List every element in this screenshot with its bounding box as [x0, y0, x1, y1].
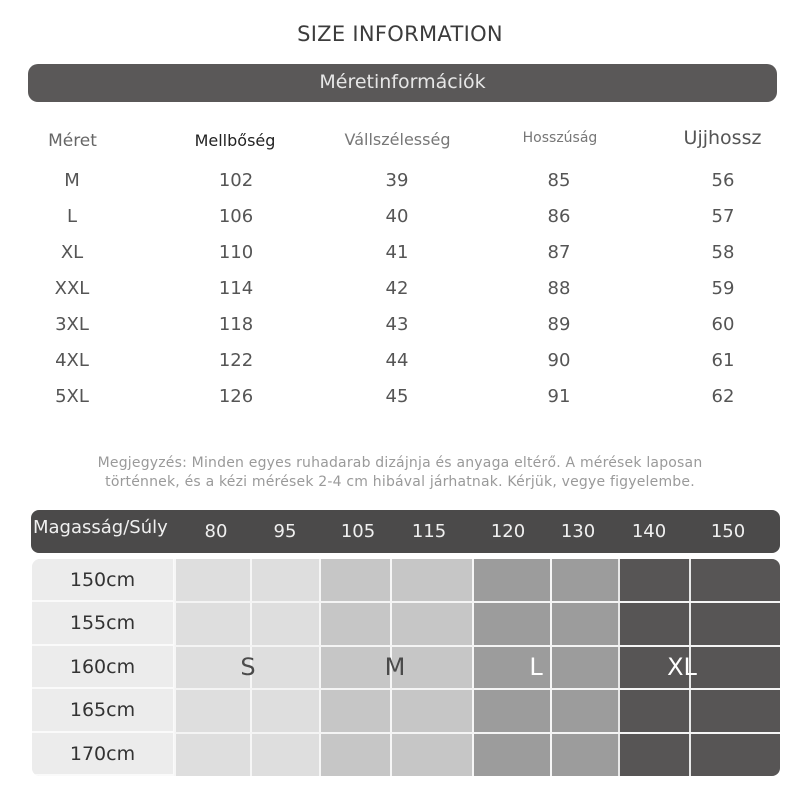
weight-label: 150 [710, 521, 746, 542]
size-cell: 5XL [55, 386, 89, 407]
measurement-cell: 106 [218, 206, 254, 227]
measurement-cell: 41 [385, 242, 409, 263]
height-label: 170cm [32, 733, 175, 776]
header-mellboseg: Mellbőség [194, 131, 276, 150]
size-zone-label: S [240, 652, 256, 681]
note-line-2: történnek, és a kézi mérések 2-4 cm hibával járhatnak. Kérjük, vegye figyelembe. [105, 474, 695, 490]
size-cell: XXL [54, 278, 90, 299]
size-chart-grid [32, 559, 780, 776]
height-weight-label: Magasság/Súly [33, 517, 168, 538]
grid-divider [175, 601, 780, 603]
grid-divider [618, 559, 620, 776]
note-line-1: Megjegyzés: Minden egyes ruhadarab dizájnja és anyaga eltérő. A mérések laposan [97, 455, 703, 471]
height-label: 155cm [32, 602, 175, 645]
measurement-cell: 59 [711, 278, 735, 299]
height-weight-header [31, 510, 780, 553]
grid-divider [174, 559, 176, 776]
height-label: 165cm [32, 689, 175, 732]
measurement-cell: 57 [711, 206, 735, 227]
measurement-cell: 89 [547, 314, 571, 335]
measurement-cell: 110 [218, 242, 254, 263]
measurement-cell: 91 [547, 386, 571, 407]
weight-label: 80 [204, 521, 228, 542]
measurement-cell: 90 [547, 350, 571, 371]
measurement-cell: 62 [711, 386, 735, 407]
measurement-cell: 40 [385, 206, 409, 227]
measurement-cell: 60 [711, 314, 735, 335]
measurement-cell: 86 [547, 206, 571, 227]
measurement-cell: 88 [547, 278, 571, 299]
size-cell: XL [60, 242, 84, 263]
weight-label: 105 [340, 521, 376, 542]
header-hosszusag: Hosszúság [522, 130, 598, 146]
measurement-cell: 87 [547, 242, 571, 263]
measurement-cell: 122 [218, 350, 254, 371]
size-cell: 4XL [55, 350, 89, 371]
size-table [0, 118, 800, 418]
grid-divider [175, 732, 780, 734]
size-zone-label: XL [667, 652, 697, 681]
weight-label: 140 [631, 521, 667, 542]
size-cell: 3XL [55, 314, 89, 335]
measurement-cell: 42 [385, 278, 409, 299]
section-banner: Méretinformációk [28, 64, 777, 102]
weight-label: 130 [560, 521, 596, 542]
measurement-cell: 43 [385, 314, 409, 335]
weight-label: 120 [490, 521, 526, 542]
height-label: 160cm [32, 646, 175, 689]
size-cell: M [64, 170, 80, 191]
header-meret: Méret [48, 131, 97, 151]
size-zone-label: L [529, 652, 543, 681]
measurement-cell: 126 [218, 386, 254, 407]
measurement-cell: 61 [711, 350, 735, 371]
weight-label: 95 [273, 521, 297, 542]
measurement-cell: 39 [385, 170, 409, 191]
measurement-cell: 45 [385, 386, 409, 407]
size-zone-label: M [384, 652, 406, 681]
header-ujjhossz: Ujjhossz [683, 127, 762, 149]
measurement-cell: 56 [711, 170, 735, 191]
measurement-note [30, 454, 770, 492]
measurement-cell: 85 [547, 170, 571, 191]
grid-divider [319, 559, 321, 776]
grid-divider [472, 559, 474, 776]
measurement-cell: 118 [218, 314, 254, 335]
measurement-cell: 114 [218, 278, 254, 299]
measurement-cell: 44 [385, 350, 409, 371]
measurement-cell: 102 [218, 170, 254, 191]
page-title: SIZE INFORMATION [297, 22, 503, 46]
header-vallszelesseg: Vállszélesség [344, 130, 451, 149]
size-cell: L [66, 206, 78, 227]
weight-label: 115 [411, 521, 447, 542]
height-label: 150cm [32, 559, 175, 602]
measurement-cell: 58 [711, 242, 735, 263]
